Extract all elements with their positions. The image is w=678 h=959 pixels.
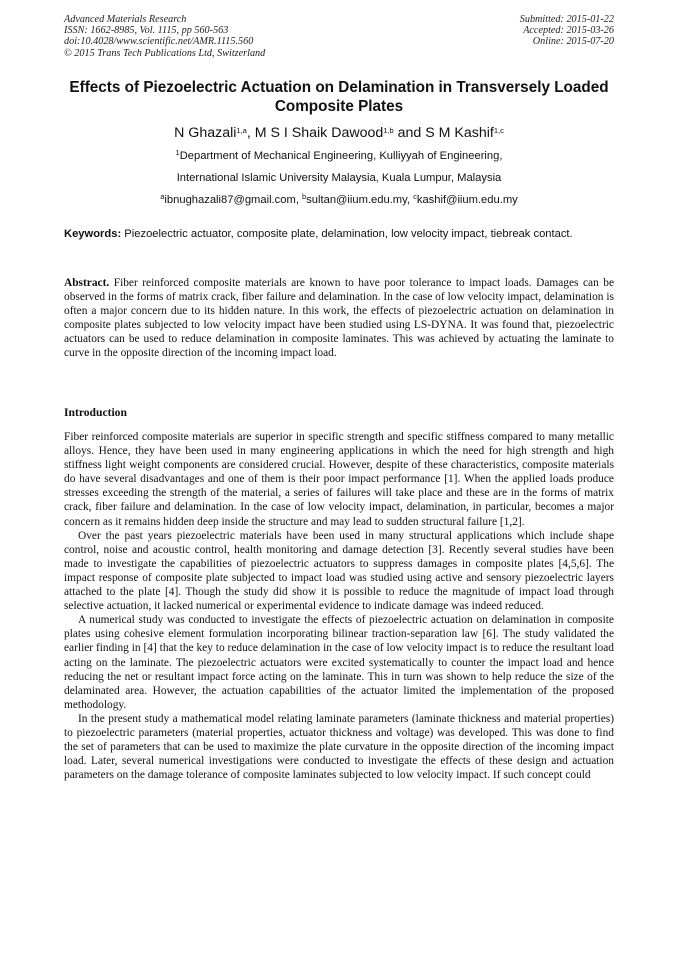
author-name: S M Kashif bbox=[425, 125, 494, 141]
issn-line: ISSN: 1662-8985, Vol. 1115, pp 560-563 bbox=[64, 25, 229, 37]
paragraph: In the present study a mathematical model relating laminate parameters (laminate thickness and material properties) to piezoelectric parameters (material properties, actuator thickness and voltage) was developed. This was done to find the set of parameters that can be used to maximize the plate curvature in the opposite direction of the incoming impact load. Later, several numerical investigations were conducted to investigate the effects of these design and actuation parameters on the damage tolerance of composite laminates subjected to low velocity impact. If such concept could bbox=[64, 712, 614, 782]
affiliation-sup: 1 bbox=[175, 148, 180, 157]
author-name: N Ghazali bbox=[174, 125, 237, 141]
accepted-date: Accepted: 2015-03-26 bbox=[523, 25, 614, 37]
abstract-label: Abstract. bbox=[64, 277, 110, 289]
email-separator: , bbox=[295, 194, 303, 206]
doi-line: doi:10.4028/www.scientific.net/AMR.1115.560 bbox=[64, 36, 254, 48]
abstract bbox=[64, 276, 614, 361]
journal-info bbox=[64, 14, 265, 59]
abstract-text: Fiber reinforced composite materials are known to have poor tolerance to impact loads. Damages can be observed in the forms of matrix crack, fiber failure and delamination. In the case of low velocity impact, delamination is often a major concern due to its hidden nature. In this work, the effects of piezoelectric actuation on delamination in composite plates subjected to low velocity impact have been studied using LS-DYNA. It was found that, piezoelectric actuators can be used to reduce delamination in composite laminates. This was achieved by actuating the laminate to curve in the opposite direction of the incoming impact load. bbox=[64, 277, 614, 360]
email-separator: , bbox=[406, 194, 414, 206]
author-separator: , bbox=[246, 125, 255, 141]
introduction-body bbox=[64, 430, 614, 782]
paragraph: Fiber reinforced composite materials are superior in specific strength and specific stiffness compared to many metallic alloys. Hence, they have been used in many engineering applications in which the need for high strength and high stiffness light weight components are considered crucial. However, despite of these characteristics, composite materials do have several disadvantages and one of them is their poor impact performance [1]. When the applied loads produce stresses exceeding the strength of the material, a series of failures will take place and these are in the forms of matrix crack, fiber failure and delamination. In the case of low velocity impact, delamination, in particular, becomes a major concern as it remains hidden deep inside the structure and may lead to sudden structural failure [1,2]. bbox=[64, 431, 614, 528]
author-name: M S I Shaik Dawood bbox=[254, 125, 384, 141]
author-affil-sup: 1,a bbox=[236, 126, 247, 135]
author-list bbox=[64, 124, 614, 142]
submitted-date: Submitted: 2015-01-22 bbox=[519, 14, 614, 25]
email-sup: c bbox=[413, 192, 417, 201]
keywords bbox=[64, 227, 614, 241]
keywords-label: Keywords: bbox=[64, 228, 122, 240]
email-link[interactable]: sultan@iium.edu.my bbox=[306, 194, 407, 206]
section-heading: Introduction bbox=[64, 406, 127, 419]
affiliation-line-1 bbox=[64, 149, 614, 163]
author-separator: and bbox=[393, 125, 426, 141]
publication-dates bbox=[520, 14, 614, 48]
author-affil-sup: 1,c bbox=[493, 126, 504, 135]
author-emails bbox=[64, 193, 614, 207]
author-affil-sup: 1,b bbox=[383, 126, 394, 135]
journal-name: Advanced Materials Research bbox=[64, 14, 187, 25]
email-sup: a bbox=[160, 192, 165, 201]
copyright-line: © 2015 Trans Tech Publications Ltd, Switzerland bbox=[64, 47, 266, 59]
affiliation-text: Department of Mechanical Engineering, Kulliyyah of Engineering, bbox=[179, 150, 503, 162]
paragraph: A numerical study was conducted to investigate the effects of piezoelectric actuation on delamination in composite plates using cohesive element formulation incorporating bilinear traction-separation law [6]. The study validated the earlier finding in [4] that the key to reduce delamination in the case of low velocity impact is to reduce the resultant load acting on the laminate. The piezoelectric actuators were excited systematically to counter the impact load and hence reducing the net or resultant impact force acting on the laminate. This in turn was shown to help reduce the size of the delaminated area. However, the actuation capabilities of the actuator limited the implementation of the proposed methodology. bbox=[64, 614, 614, 711]
paper-title: Effects of Piezoelectric Actuation on Delamination in Transversely Loaded Composite Plates bbox=[69, 79, 609, 115]
affiliation-line-2: International Islamic University Malaysia, Kuala Lumpur, Malaysia bbox=[176, 172, 502, 184]
email-sup: b bbox=[302, 192, 307, 201]
paragraph: Over the past years piezoelectric materials have been used in many structural applications which include shape control, noise and acoustic control, health monitoring and damage detection [3]. Recently several studies have been made to investigate the capabilities of piezoelectric actuators to suppress damages in composite plates [4,5,6]. The impact response of composite plate subjected to impact load was studied using active and sensory piezoelectric layers attached to the plate [4]. Though the study did show it is possible to reduce the magnitude of impact load through selective actuation, it lacked numerical or experimental evidence to indicate damage was indeed reduced. bbox=[64, 529, 614, 613]
online-date: Online: 2015-07-20 bbox=[532, 36, 614, 48]
email-link[interactable]: kashif@iium.edu.my bbox=[416, 194, 518, 206]
email-link[interactable]: ibnughazali87@gmail.com bbox=[164, 194, 296, 206]
keywords-text: Piezoelectric actuator, composite plate, delamination, low velocity impact, tiebreak contact. bbox=[121, 228, 573, 240]
